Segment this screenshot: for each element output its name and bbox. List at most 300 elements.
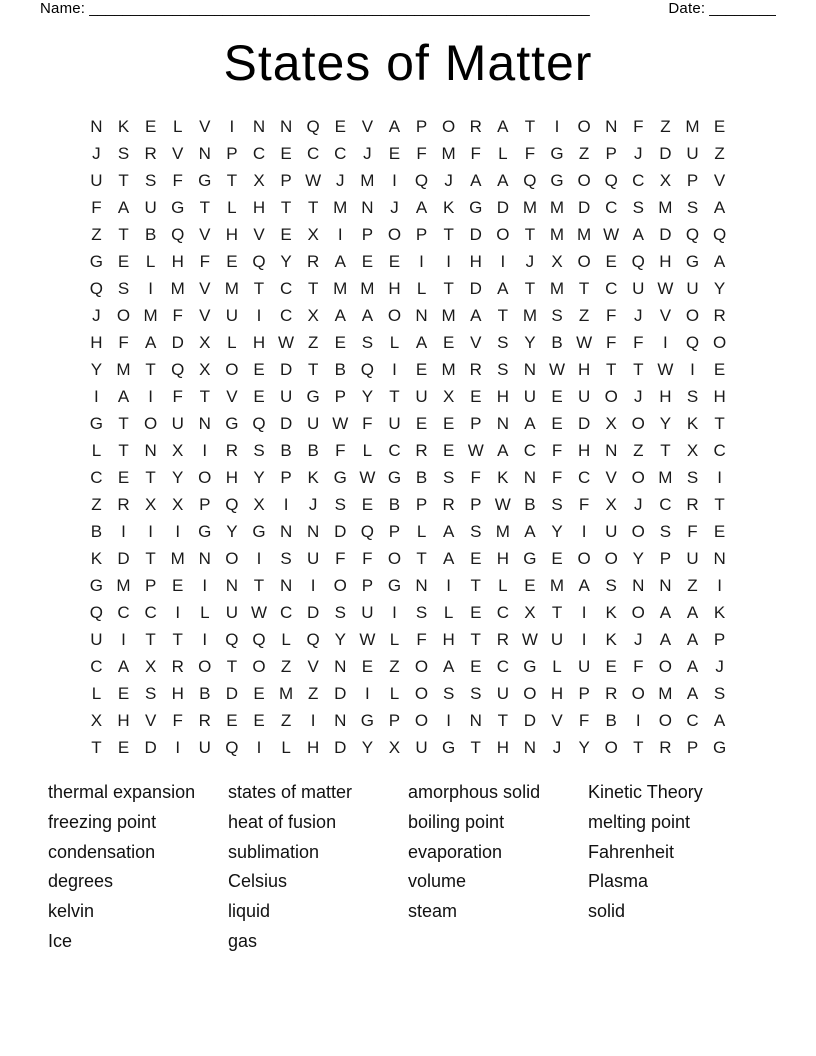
grid-cell: S xyxy=(470,684,482,703)
grid-cell: I xyxy=(148,387,153,406)
grid-cell: J xyxy=(634,144,643,163)
grid-cell: E xyxy=(551,549,563,568)
grid-cell: G xyxy=(712,738,727,757)
grid-cell: C xyxy=(632,171,645,190)
grid-cell: I xyxy=(446,252,451,271)
grid-cell: G xyxy=(469,198,483,217)
grid-row xyxy=(83,113,733,140)
grid-cell: V xyxy=(172,144,184,163)
grid-cell: I xyxy=(364,684,370,703)
grid-cell: G xyxy=(387,576,402,595)
grid-cell: O xyxy=(143,414,158,433)
grid-cell: M xyxy=(333,198,348,217)
grid-cell: Q xyxy=(171,225,185,244)
grid-cell: L xyxy=(362,441,373,460)
grid-cell: I xyxy=(256,738,262,757)
grid-cell: M xyxy=(658,684,673,703)
grid-cell: E xyxy=(388,144,401,163)
grid-row xyxy=(83,491,733,518)
grid-row xyxy=(83,734,733,761)
grid-cell: N xyxy=(713,549,726,568)
grid-cell: M xyxy=(333,279,348,298)
grid-cell: I xyxy=(94,387,99,406)
grid-cell: L xyxy=(145,252,156,271)
grid-cell: T xyxy=(443,279,454,298)
grid-cell: F xyxy=(551,441,563,460)
grid-cell: Z xyxy=(389,657,400,676)
grid-cell: Y xyxy=(334,630,346,649)
grid-cell: X xyxy=(686,441,699,460)
grid-cell: O xyxy=(658,711,672,730)
grid-cell: L xyxy=(443,603,454,622)
grid-cell: F xyxy=(606,333,617,352)
name-field xyxy=(40,0,590,17)
grid-cell: Y xyxy=(524,333,536,352)
grid-row xyxy=(83,275,733,302)
grid-cell: O xyxy=(225,360,239,379)
grid-cell: F xyxy=(172,387,183,406)
word-list-column xyxy=(48,778,228,957)
grid-cell: B xyxy=(334,360,346,379)
grid-row xyxy=(83,194,733,221)
grid-cell: K xyxy=(442,198,455,217)
grid-cell: D xyxy=(334,684,347,703)
grid-cell: N xyxy=(469,711,482,730)
grid-cell: G xyxy=(198,171,212,190)
grid-cell: C xyxy=(279,279,293,298)
grid-cell: R xyxy=(442,495,455,514)
grid-cell: C xyxy=(713,441,726,460)
grid-cell: I xyxy=(392,171,397,190)
grid-cell: A xyxy=(713,711,726,730)
grid-cell: O xyxy=(116,306,131,325)
grid-cell: R xyxy=(171,657,184,676)
grid-cell: C xyxy=(496,657,509,676)
grid-cell: S xyxy=(334,495,346,514)
grid-cell: W xyxy=(467,441,484,460)
grid-cell: P xyxy=(144,576,157,595)
grid-cell: D xyxy=(279,360,293,379)
grid-cell: S xyxy=(280,549,292,568)
grid-cell: Y xyxy=(280,252,292,271)
grid-cell: M xyxy=(549,198,565,217)
grid-cell: E xyxy=(253,711,265,730)
grid-cell: H xyxy=(225,468,239,487)
grid-cell: H xyxy=(469,252,482,271)
grid-cell: I xyxy=(392,603,397,622)
grid-cell: E xyxy=(361,252,374,271)
grid-cell: G xyxy=(89,414,104,433)
grid-cell: P xyxy=(605,144,617,163)
grid-row xyxy=(83,653,733,680)
grid-cell: W xyxy=(250,603,267,622)
grid-cell: Y xyxy=(713,279,726,298)
grid-cell: M xyxy=(577,225,592,244)
grid-row xyxy=(83,248,733,275)
grid-cell: S xyxy=(497,360,509,379)
grid-cell: O xyxy=(604,387,618,406)
grid-cell: E xyxy=(470,387,482,406)
grid-cell: Z xyxy=(660,117,671,136)
grid-cell: N xyxy=(523,360,537,379)
grid-cell: O xyxy=(523,684,537,703)
grid-cell: T xyxy=(199,387,210,406)
grid-row xyxy=(83,302,733,329)
word-item: solid xyxy=(588,901,626,922)
grid-cell: O xyxy=(631,684,645,703)
grid-cell: L xyxy=(389,630,400,649)
grid-cell: Z xyxy=(578,306,590,325)
grid-cell: G xyxy=(523,657,537,676)
grid-cell: E xyxy=(415,360,428,379)
grid-cell: G xyxy=(550,144,564,163)
grid-cell: Q xyxy=(306,630,320,649)
grid-cell: T xyxy=(172,630,183,649)
grid-cell: A xyxy=(361,306,374,325)
grid-row xyxy=(83,464,733,491)
grid-cell: J xyxy=(363,144,372,163)
grid-cell: A xyxy=(659,603,672,622)
grid-cell: T xyxy=(253,576,265,595)
grid-cell: P xyxy=(388,522,401,541)
grid-cell: N xyxy=(415,576,428,595)
grid-cell: E xyxy=(144,117,157,136)
grid-cell: F xyxy=(416,144,427,163)
grid-cell: M xyxy=(360,279,375,298)
grid-cell: D xyxy=(659,225,672,244)
grid-cell: X xyxy=(524,603,536,622)
grid-cell: L xyxy=(200,603,210,622)
grid-cell: D xyxy=(334,738,347,757)
grid-row xyxy=(83,410,733,437)
grid-row xyxy=(83,572,733,599)
grid-cell: T xyxy=(524,225,536,244)
grid-cell: L xyxy=(416,279,427,298)
grid-cell: Q xyxy=(360,522,374,541)
grid-cell: D xyxy=(523,711,537,730)
grid-cell: R xyxy=(415,441,428,460)
grid-row xyxy=(83,599,733,626)
grid-cell: T xyxy=(714,414,725,433)
grid-cell: X xyxy=(172,441,184,460)
grid-cell: V xyxy=(659,306,672,325)
grid-cell: R xyxy=(605,684,618,703)
grid-cell: Q xyxy=(523,171,537,190)
grid-cell: N xyxy=(279,117,293,136)
grid-cell: E xyxy=(388,252,401,271)
word-list-column xyxy=(228,778,408,957)
grid-cell: P xyxy=(470,414,482,433)
grid-cell: A xyxy=(659,630,672,649)
grid-cell: C xyxy=(659,495,672,514)
grid-cell: E xyxy=(442,414,455,433)
grid-cell: Q xyxy=(252,630,266,649)
grid-cell: M xyxy=(143,306,158,325)
grid-cell: G xyxy=(306,387,320,406)
grid-cell: Y xyxy=(361,387,374,406)
grid-cell: S xyxy=(686,387,699,406)
grid-cell: D xyxy=(577,414,591,433)
grid-cell: Y xyxy=(659,414,672,433)
grid-cell: C xyxy=(577,468,591,487)
grid-cell: Q xyxy=(89,603,104,622)
grid-cell: Q xyxy=(252,414,266,433)
grid-cell: H xyxy=(659,387,672,406)
grid-cell: S xyxy=(415,603,428,622)
word-item: condensation xyxy=(48,841,156,862)
grid-cell: Y xyxy=(90,360,103,379)
grid-cell: W xyxy=(359,630,376,649)
word-list xyxy=(48,778,788,957)
grid-cell: N xyxy=(605,441,618,460)
grid-cell: C xyxy=(90,657,103,676)
word-search-grid xyxy=(83,113,733,761)
grid-cell: W xyxy=(305,171,322,190)
grid-cell: F xyxy=(578,711,590,730)
grid-cell: U xyxy=(225,603,239,622)
grid-cell: J xyxy=(525,252,535,271)
grid-row xyxy=(83,140,733,167)
grid-cell: V xyxy=(470,333,482,352)
grid-cell: T xyxy=(226,171,238,190)
grid-cell: B xyxy=(415,468,428,487)
grid-cell: U xyxy=(144,198,157,217)
grid-cell: I xyxy=(717,576,722,595)
grid-cell: U xyxy=(415,738,428,757)
grid-cell: R xyxy=(307,252,320,271)
grid-cell: C xyxy=(334,144,347,163)
grid-cell: G xyxy=(523,549,537,568)
grid-cell: H xyxy=(550,684,564,703)
grid-cell: Y xyxy=(551,522,563,541)
grid-cell: O xyxy=(414,711,429,730)
grid-cell: A xyxy=(497,117,509,136)
grid-cell: I xyxy=(148,279,153,298)
grid-cell: N xyxy=(279,522,293,541)
grid-cell: Q xyxy=(685,333,700,352)
grid-cell: U xyxy=(90,630,103,649)
grid-cell: N xyxy=(415,306,428,325)
grid-cell: N xyxy=(90,117,103,136)
grid-cell: T xyxy=(416,549,427,568)
grid-cell: N xyxy=(334,711,347,730)
grid-cell: N xyxy=(334,657,347,676)
grid-cell: O xyxy=(658,657,672,676)
grid-cell: S xyxy=(117,279,130,298)
grid-cell: Q xyxy=(252,252,266,271)
grid-cell: U xyxy=(577,657,591,676)
grid-cell: Q xyxy=(414,171,429,190)
grid-cell: N xyxy=(225,576,239,595)
grid-cell: I xyxy=(256,306,262,325)
word-item: heat of fusion xyxy=(228,811,337,832)
grid-cell: N xyxy=(198,144,211,163)
grid-cell: X xyxy=(442,387,455,406)
grid-cell: M xyxy=(441,360,456,379)
grid-cell: G xyxy=(550,171,564,190)
grid-cell: H xyxy=(577,441,591,460)
grid-cell: H xyxy=(442,630,455,649)
grid-cell: M xyxy=(658,468,673,487)
grid-cell: I xyxy=(717,468,722,487)
grid-cell: X xyxy=(199,360,211,379)
grid-cell: T xyxy=(497,711,509,730)
grid-cell: T xyxy=(253,279,265,298)
grid-cell: M xyxy=(116,576,131,595)
grid-cell: A xyxy=(524,414,536,433)
grid-cell: E xyxy=(117,738,130,757)
grid-cell: A xyxy=(117,387,130,406)
word-list-column xyxy=(408,778,588,957)
grid-cell: T xyxy=(660,441,671,460)
grid-cell: E xyxy=(442,441,455,460)
grid-cell: M xyxy=(549,576,565,595)
grid-cell: S xyxy=(551,306,563,325)
grid-cell: Z xyxy=(91,495,102,514)
grid-cell: T xyxy=(524,117,536,136)
word-item: Ice xyxy=(48,930,73,951)
grid-cell: O xyxy=(604,738,618,757)
grid-cell: F xyxy=(91,198,102,217)
grid-cell: F xyxy=(172,306,183,325)
grid-cell: U xyxy=(171,414,184,433)
grid-cell: H xyxy=(713,387,726,406)
grid-cell: C xyxy=(605,279,618,298)
grid-cell: F xyxy=(524,144,536,163)
grid-cell: E xyxy=(361,495,374,514)
grid-cell: A xyxy=(470,171,482,190)
grid-cell: E xyxy=(361,657,374,676)
grid-cell: Z xyxy=(280,711,292,730)
grid-cell: J xyxy=(634,306,643,325)
grid-cell: P xyxy=(361,225,374,244)
grid-cell: T xyxy=(524,279,536,298)
grid-cell: E xyxy=(226,252,238,271)
grid-cell: I xyxy=(581,522,587,541)
grid-cell: O xyxy=(577,171,591,190)
grid-cell: A xyxy=(686,684,699,703)
grid-cell: D xyxy=(171,333,184,352)
grid-cell: A xyxy=(497,441,509,460)
grid-cell: Q xyxy=(604,171,618,190)
grid-cell: O xyxy=(252,657,266,676)
grid-cell: B xyxy=(144,225,157,244)
grid-cell: P xyxy=(280,468,292,487)
grid-cell: T xyxy=(470,630,481,649)
grid-cell: I xyxy=(310,711,316,730)
grid-cell: I xyxy=(581,630,587,649)
grid-cell: U xyxy=(577,387,591,406)
grid-cell: H xyxy=(496,387,509,406)
grid-cell: C xyxy=(279,306,293,325)
page-title: States of Matter xyxy=(223,35,593,91)
grid-cell: N xyxy=(307,522,320,541)
grid-cell: K xyxy=(90,549,103,568)
grid-cell: C xyxy=(686,711,699,730)
grid-cell: T xyxy=(633,738,644,757)
grid-cell: S xyxy=(605,576,617,595)
grid-cell: E xyxy=(470,657,482,676)
grid-cell: I xyxy=(635,711,641,730)
grid-cell: A xyxy=(334,252,346,271)
grid-cell: W xyxy=(576,333,593,352)
grid-cell: U xyxy=(388,414,401,433)
grid-cell: L xyxy=(416,522,427,541)
grid-cell: F xyxy=(362,549,373,568)
grid-cell: O xyxy=(225,549,239,568)
grid-cell: G xyxy=(360,711,374,730)
grid-cell: M xyxy=(522,306,537,325)
grid-cell: F xyxy=(118,333,129,352)
grid-cell: W xyxy=(332,414,349,433)
grid-cell: D xyxy=(279,414,293,433)
grid-cell: B xyxy=(199,684,211,703)
grid-cell: I xyxy=(419,252,424,271)
grid-cell: E xyxy=(253,684,265,703)
grid-cell: U xyxy=(550,630,564,649)
grid-cell: O xyxy=(333,576,347,595)
grid-cell: Y xyxy=(226,522,238,541)
grid-cell: L xyxy=(498,144,508,163)
grid-row xyxy=(83,437,733,464)
grid-cell: E xyxy=(551,387,563,406)
grid-cell: F xyxy=(172,711,183,730)
grid-cell: C xyxy=(307,144,320,163)
grid-cell: S xyxy=(686,198,699,217)
grid-cell: A xyxy=(632,225,644,244)
word-item: sublimation xyxy=(228,841,320,862)
grid-cell: F xyxy=(335,441,346,460)
grid-cell: B xyxy=(307,441,319,460)
grid-cell: N xyxy=(605,117,618,136)
grid-cell: B xyxy=(90,522,103,541)
grid-cell: F xyxy=(578,495,590,514)
grid-cell: W xyxy=(548,360,566,379)
date-blank-line: ________ xyxy=(709,0,776,17)
grid-cell: B xyxy=(388,495,401,514)
grid-cell: E xyxy=(172,576,184,595)
grid-cell: X xyxy=(605,414,617,433)
grid-cell: V xyxy=(551,711,563,730)
grid-cell: A xyxy=(713,252,726,271)
grid-cell: O xyxy=(631,414,645,433)
grid-cell: I xyxy=(175,738,181,757)
grid-cell: T xyxy=(118,171,129,190)
grid-cell: R xyxy=(713,306,726,325)
grid-cell: T xyxy=(145,360,156,379)
grid-cell: H xyxy=(171,252,184,271)
grid-cell: E xyxy=(280,144,292,163)
grid-cell: A xyxy=(686,630,699,649)
grid-cell: U xyxy=(198,738,211,757)
grid-cell: T xyxy=(470,576,481,595)
grid-cell: Q xyxy=(360,360,374,379)
grid-cell: G xyxy=(198,522,212,541)
grid-cell: E xyxy=(117,684,130,703)
name-blank-line: ____________________________________________________________ xyxy=(89,0,590,17)
grid-cell: H xyxy=(577,360,591,379)
grid-cell: S xyxy=(253,441,265,460)
grid-cell: L xyxy=(91,684,102,703)
grid-cell: L xyxy=(227,333,237,352)
grid-cell: U xyxy=(686,144,699,163)
word-item: evaporation xyxy=(408,841,503,862)
grid-cell: E xyxy=(226,711,238,730)
grid-cell: W xyxy=(359,468,376,487)
grid-cell: R xyxy=(686,495,699,514)
grid-cell: O xyxy=(496,225,510,244)
grid-cell: E xyxy=(713,117,726,136)
